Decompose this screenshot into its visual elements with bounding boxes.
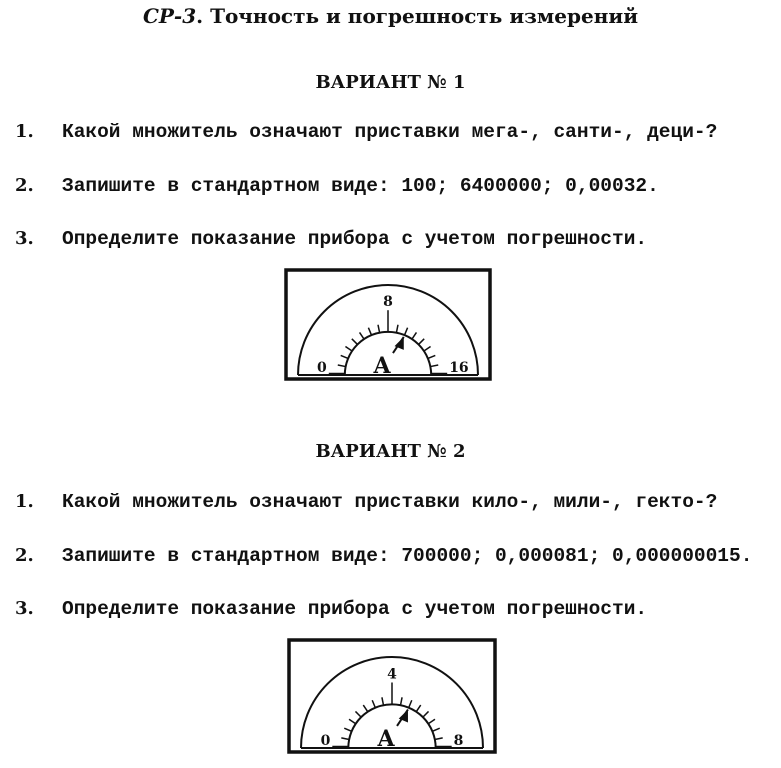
scale-tick <box>424 347 431 351</box>
scale-tick <box>401 697 403 705</box>
scale-tick <box>345 347 352 351</box>
scale-tick <box>412 332 416 339</box>
scale-tick <box>419 339 425 345</box>
ammeter-gauge-2 <box>287 638 497 754</box>
scale-tick <box>405 328 408 335</box>
question-number: 1. <box>15 121 34 142</box>
scale-tick <box>428 719 435 723</box>
title-text: . Точность и погрешность измерений <box>196 4 639 28</box>
scale-tick <box>341 355 348 358</box>
scale-tick <box>363 705 367 712</box>
scale-label-min: 0 <box>320 733 331 749</box>
scale-tick <box>430 365 438 367</box>
scale-tick <box>360 332 364 339</box>
scale-tick <box>382 697 384 705</box>
question-number: 1. <box>15 491 34 512</box>
question-text: Определите показание прибора с учетом погрешности. <box>62 228 648 250</box>
question-text: Какой множитель означают приставки мега-, санти-, деци-? <box>62 121 718 143</box>
scale-tick <box>355 711 361 717</box>
scale-tick <box>378 325 380 333</box>
scale-tick <box>372 700 375 707</box>
scale-tick <box>338 365 346 367</box>
question-number: 2. <box>15 545 34 566</box>
ammeter-gauge-1 <box>284 268 492 381</box>
scale-tick <box>428 355 435 358</box>
variant-1-heading: ВАРИАНТ № 1 <box>315 72 466 93</box>
v1-question-1 <box>15 121 717 143</box>
title-code: СР-3 <box>142 4 197 28</box>
page-title <box>0 4 781 28</box>
v2-question-3 <box>15 598 647 620</box>
scale-tick <box>416 705 420 712</box>
question-text: Какой множитель означают приставки кило-, мили-, гекто-? <box>62 491 718 513</box>
scale-tick <box>352 339 358 345</box>
question-number: 2. <box>15 175 34 196</box>
scale-label-max: 8 <box>453 733 464 749</box>
question-text: Запишите в стандартном виде: 700000; 0,000081; 0,000000015. <box>62 545 753 567</box>
scale-tick <box>344 728 351 731</box>
scale-tick <box>341 738 349 740</box>
unit-label: A <box>377 726 395 752</box>
scale-label-min: 0 <box>317 360 327 376</box>
scale-tick <box>435 738 443 740</box>
scale-tick <box>368 328 371 335</box>
question-number: 3. <box>15 228 34 249</box>
v1-question-2 <box>15 175 659 197</box>
question-text: Определите показание прибора с учетом погрешности. <box>62 598 648 620</box>
scale-tick <box>349 719 356 723</box>
unit-label: A <box>373 353 391 379</box>
scale-tick <box>396 325 398 333</box>
scale-tick <box>432 728 439 731</box>
scale-tick <box>409 700 412 707</box>
v2-question-2 <box>15 545 752 567</box>
v2-question-1 <box>15 491 717 513</box>
scale-label-mid: 8 <box>383 294 393 311</box>
variant-2-heading: ВАРИАНТ № 2 <box>315 441 466 462</box>
question-number: 3. <box>15 598 34 619</box>
scale-label-max: 16 <box>449 360 469 376</box>
scale-label-mid: 4 <box>387 666 397 683</box>
scale-tick <box>423 711 429 717</box>
v1-question-3 <box>15 228 647 250</box>
question-text: Запишите в стандартном виде: 100; 6400000; 0,00032. <box>62 175 659 197</box>
